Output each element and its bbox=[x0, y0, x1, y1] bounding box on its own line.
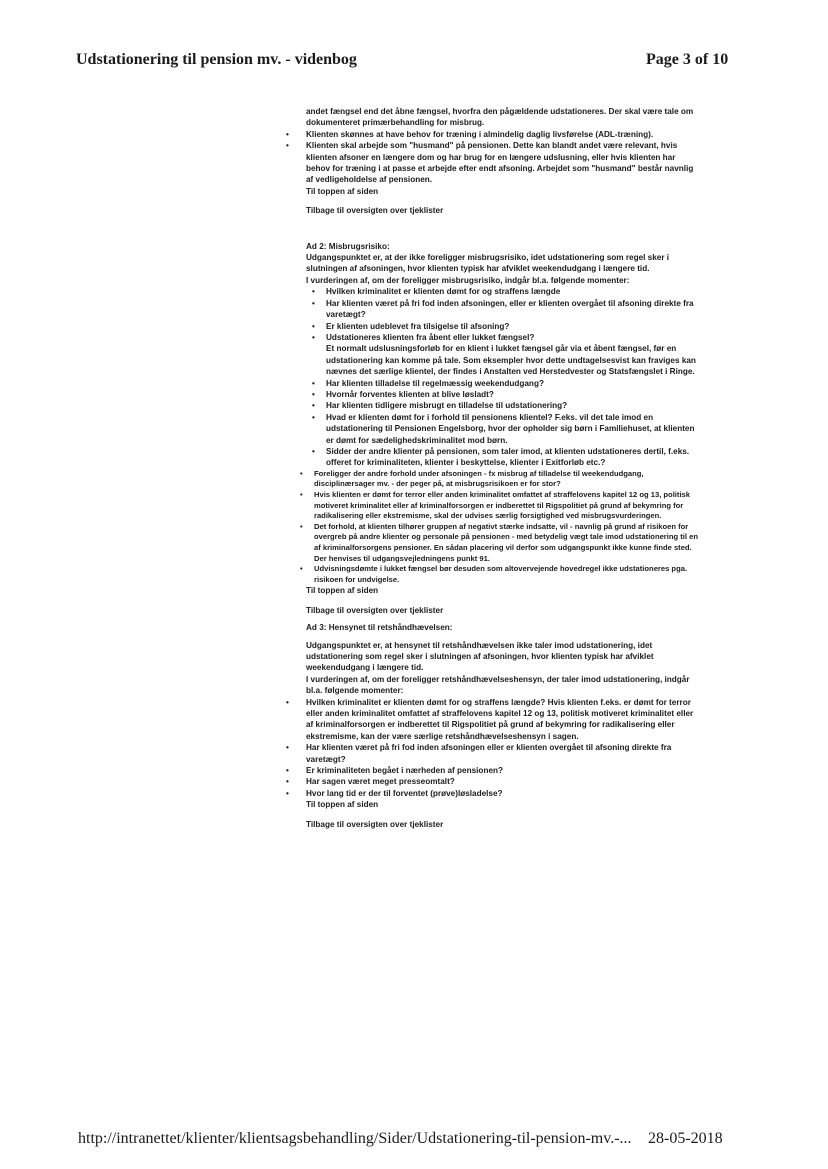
document-title: Udstationering til pension mv. - videnbog bbox=[76, 51, 357, 68]
list-item: • Har sagen været meget presseomtalt? bbox=[306, 776, 698, 787]
ad2-bullet-list-a bbox=[306, 286, 698, 377]
ad3-bullet-list bbox=[306, 697, 698, 800]
list-item: • Er kriminaliteten begået i nærheden af pensionen? bbox=[306, 765, 698, 776]
ad2-bullet-list-b bbox=[306, 378, 698, 469]
list-item: • Hvornår forventes klienten at blive løsladt? bbox=[326, 389, 698, 400]
document-body bbox=[306, 106, 698, 830]
list-item-text: Udstationeres klienten fra åbent eller lukket fængsel? bbox=[326, 332, 535, 342]
list-item: • Er klienten udeblevet fra tilsigelse til afsoning? bbox=[326, 321, 698, 332]
ad2-paragraph: I vurderingen af, om der foreligger misbrugsrisiko, indgår bl.a. følgende momenter: bbox=[306, 275, 630, 285]
list-item: • Hvor lang tid er der til forventet (prøve)løsladelse? bbox=[306, 788, 698, 799]
ad3-paragraph: I vurderingen af, om der foreligger retshåndhævelseshensyn, der taler imod udstationering, indgår bl.a. følgende momenter: bbox=[306, 674, 690, 696]
intro-fragment: andet fængsel end det åbne fængsel, hvorfra den pågældende udstationeres. Der skal være tale om dokumenteret primærbehandling for misbrug. bbox=[306, 107, 694, 128]
list-item: • Hvis klienten er dømt for terror eller anden kriminalitet omfattet af straffelovens kapitel 12 og 13, politisk motiveret kriminalitet eller af kriminalforsorgen er indberettet til Rigspolitiet på grund af bekymring for radikalisering eller ekstremisme, skal der udvises særlig forsigtighed ved misbrugsvurderingen. bbox=[314, 490, 698, 522]
back-to-checklists-link[interactable]: Tilbage til oversigten over tjeklister bbox=[306, 206, 444, 216]
ad3-heading: Ad 3: Hensynet til retshåndhævelsen: bbox=[306, 623, 453, 633]
to-top-link[interactable]: Til toppen af siden bbox=[306, 186, 379, 196]
back-to-checklists-link[interactable]: Tilbage til oversigten over tjeklister bbox=[306, 605, 444, 615]
footer-date: 28-05-2018 bbox=[648, 1130, 723, 1147]
list-item: • Hvilken kriminalitet er klienten dømt for og straffens længde? Hvis klienten f.eks. er dømt for terror eller anden kriminalitet omfattet af straffelovens kapitel 12 og 13, politisk motiveret kriminalitet eller af kriminalforsorgen er indberettet til Rigspolitiet på grund af bekymring for radikalisering eller ekstremisme, kan der være særlige retshåndhævelseshensyn i sagen. bbox=[306, 697, 698, 743]
ad2-paragraph: Udgangspunktet er, at der ikke foreligger misbrugsrisiko, idet udstationering som regel sker i slutningen af afsoningen, hvor klienten typisk har afviklet weekendudgang i længere tid. bbox=[306, 253, 670, 274]
ad2-bullet-list-c bbox=[306, 469, 698, 586]
page-number: Page 3 of 10 bbox=[646, 51, 729, 68]
list-item: • Har klienten været på fri fod inden afsoningen eller er klienten overgået til afsoning direkte fra varetægt? bbox=[306, 742, 698, 765]
list-item-note: Et normalt udslusningsforløb for en klient i lukket fængsel går via et åbent fængsel, før en udstationering kan komme på tale. Som eksempler hvor dette undtagelsesvist kan fraviges kan nævnes det særlige klientel, der findes i Anstalten ved Herstedvester og Statsfængslet i Ringe. bbox=[326, 344, 696, 377]
ad2-heading: Ad 2: Misbrugsrisiko: bbox=[306, 241, 390, 251]
list-item: • Klienten skønnes at have behov for træning i almindelig daglig livsførelse (ADL-træning). bbox=[306, 129, 698, 140]
list-item: • Har klienten tilladelse til regelmæssig weekendudgang? bbox=[326, 378, 698, 389]
list-item: • Foreligger der andre forhold under afsoningen - fx misbrug af tilladelse til weekendudgang, disciplinærsager mv. - der peger på, at misbrugsrisikoen er for stor? bbox=[314, 469, 698, 490]
list-item: • Hvad er klienten dømt for i forhold til pensionens klientel? F.eks. vil det tale imod en udstationering til Pensionen Engelsborg, hvor der opholder sig børn i Familiehuset, at klienten er dømt for sædelighedskriminalitet mod børn. bbox=[326, 412, 698, 446]
list-item: • Har klienten tidligere misbrugt en tilladelse til udstationering? bbox=[326, 400, 698, 411]
to-top-link[interactable]: Til toppen af siden bbox=[306, 586, 379, 596]
back-to-checklists-link[interactable]: Tilbage til oversigten over tjeklister bbox=[306, 819, 444, 829]
list-item: • Det forhold, at klienten tilhører gruppen af negativt stærke indsatte, vil - navnlig på grund af risikoen for overgreb på andre klienter og personale på pensionen - med betydelig vægt tale imod udstationering til en af kriminalforsorgens pensioner. En sådan placering vil derfor som udgangspunkt ikke kunne finde sted. Der henvises til udgangsvejledningens punkt 91. bbox=[314, 522, 698, 564]
list-item bbox=[326, 332, 698, 378]
list-item: • Sidder der andre klienter på pensionen, som taler imod, at klienten udstationeres dertil, f.eks. offeret for kriminaliteten, klienter i beskyttelse, klienter i Exitforløb etc.? bbox=[326, 446, 698, 469]
ad3-paragraph: Udgangspunktet er, at hensynet til retshåndhævelsen ikke taler imod udstationering, idet udstationering som regel sker i slutningen af afsoningen, hvor klienten typisk har afviklet weekendudgang i længere tid. bbox=[306, 640, 654, 673]
list-item: • Har klienten været på fri fod inden afsoningen, eller er klienten overgået til afsoning direkte fra varetægt? bbox=[326, 298, 698, 321]
list-item: • Udvisningsdømte i lukket fængsel bør desuden som altovervejende hovedregel ikke udstationeres pga. risikoen for undvigelse. bbox=[314, 564, 698, 585]
footer-url: http://intranettet/klienter/klientsagsbehandling/Sider/Udstationering-til-pension-mv.-... bbox=[78, 1130, 632, 1147]
list-item: • Hvilken kriminalitet er klienten dømt for og straffens længde bbox=[326, 286, 698, 297]
list-item: • Klienten skal arbejde som "husmand" på pensionen. Dette kan blandt andet være relevant, hvis klienten afsoner en længere dom og har brug for en længere udslusning, eller hvis klienten har behov for træning i at passe et arbejde efter endt afsoning. Arbejdet som "husmand" består navnlig af vedligeholdelse af pensionen. bbox=[306, 140, 698, 186]
top-bullet-list bbox=[306, 129, 698, 186]
to-top-link[interactable]: Til toppen af siden bbox=[306, 800, 379, 810]
